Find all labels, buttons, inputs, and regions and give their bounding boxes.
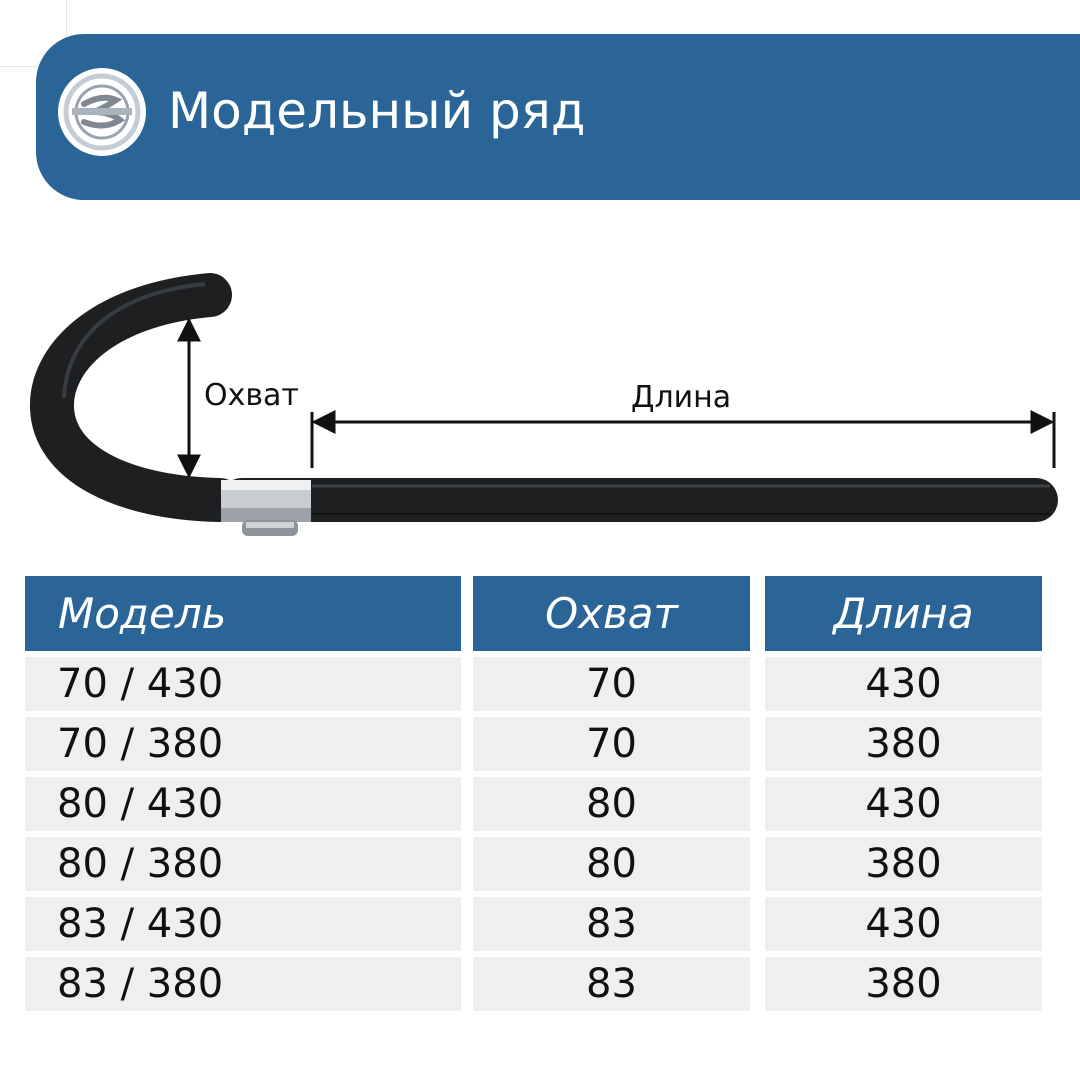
table-cell-grip: 83 xyxy=(473,897,750,951)
table-cell-model: 83 / 380 xyxy=(25,957,461,1011)
table-cell-length: 430 xyxy=(765,657,1042,711)
table-cell-grip: 83 xyxy=(473,957,750,1011)
table-cell-grip: 70 xyxy=(473,657,750,711)
brand-logo-icon xyxy=(54,64,150,160)
table-header-model: Модель xyxy=(25,576,461,651)
table-cell-model: 70 / 430 xyxy=(25,657,461,711)
page-title: Модельный ряд xyxy=(168,82,586,140)
table-cell-grip: 80 xyxy=(473,777,750,831)
table-column-length xyxy=(765,576,1042,1011)
table-cell-grip: 80 xyxy=(473,837,750,891)
table-column-grip xyxy=(473,576,750,1011)
table-cell-model: 80 / 430 xyxy=(25,777,461,831)
table-cell-length: 380 xyxy=(765,957,1042,1011)
table-cell-model: 83 / 430 xyxy=(25,897,461,951)
table-cell-grip: 70 xyxy=(473,717,750,771)
table-cell-length: 430 xyxy=(765,897,1042,951)
grip-dimension-label: Охват xyxy=(204,378,299,413)
header-banner xyxy=(36,34,1080,200)
length-dimension-label: Длина xyxy=(631,380,732,415)
table-cell-model: 70 / 380 xyxy=(25,717,461,771)
handle-illustration xyxy=(0,250,1080,560)
table-cell-length: 380 xyxy=(765,837,1042,891)
table-header-grip: Охват xyxy=(473,576,750,651)
table-cell-model: 80 / 380 xyxy=(25,837,461,891)
table-column-model xyxy=(25,576,461,1011)
table-cell-length: 380 xyxy=(765,717,1042,771)
product-diagram xyxy=(0,250,1080,560)
table-cell-length: 430 xyxy=(765,777,1042,831)
table-header-length: Длина xyxy=(765,576,1042,651)
